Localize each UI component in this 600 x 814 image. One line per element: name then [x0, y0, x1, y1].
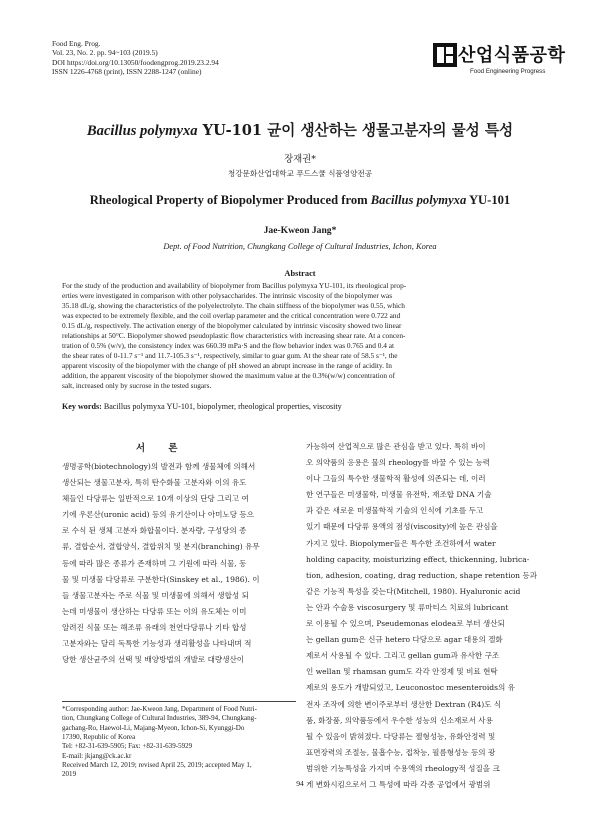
korean-title [0, 119, 600, 140]
body-line: 등에 따라 많은 종류가 존재하며 그 기원에 따라 식물, 동 [62, 558, 247, 568]
journal-doi: DOI https://doi.org/10.13050/foodengprog.2019.23.2.94 [52, 57, 219, 67]
abstract-line: For the study of the production and availability of biopolymer from Bacillus polymyxa YU-101, its rheological prop- [62, 281, 407, 290]
body-line: tion, adhesion, coating, drag reduction, shape retention 등과 [306, 570, 538, 580]
abstract-line: 0.15 dL/g, respectively. The activation energy of the biopolymer calculated by intrinsic viscosity showed two linear [62, 321, 402, 331]
journal-meta [52, 39, 219, 77]
abstract-line: was expected to be extremely flexible, and the coil overlap parameter and the critical concentration were 0.722 and [62, 311, 401, 321]
abstract-line: tration of 0.5% (w/v), the consistency index was 660.39 mPa·S and the flow behavior index was 0.765 and 0.4 at [62, 341, 395, 351]
abstract-heading: Abstract [284, 269, 316, 278]
footnote-line: 2019 [62, 770, 77, 779]
body-line: 는 안과 수술용 viscosurgery 및 류마티스 치료의 lubricant [306, 602, 509, 612]
abstract-line: apparent viscosity of the biopolymer with the change of pH showed an abrupt increase in the range of acidity. In [62, 361, 392, 371]
body-line: 생명공학(biotechnology)의 발전과 함께 생물체에 의해서 [62, 462, 256, 471]
body-line: 품, 화장품, 의약품등에서 우수한 성능의 신소재로서 사용 [306, 715, 493, 725]
keywords-label: Key words: [62, 402, 102, 411]
body-line: 생산되는 생물고분자, 특히 탄수화물 고분자와 이의 유도 [62, 478, 247, 488]
english-title [0, 193, 600, 208]
body-line: 당한 생산균주의 선택 및 배양방법의 개발로 대량생산이 [62, 655, 245, 665]
body-line: 체들인 다당류는 일반적으로 10개 이상의 단당 그리고 여 [62, 494, 249, 504]
abstract-body [62, 281, 538, 392]
body-line: 고분자와는 달리 독특한 기능성과 생리활성을 나타내며 적 [62, 639, 252, 649]
abstract-line: salt, increased only by sucrose in the tested sugars. [62, 381, 212, 391]
body-line: 들 생물고분자는 주로 식물 및 미생물에 의해서 생합성 되 [62, 590, 249, 600]
body-line: 는 gellan gum은 신규 hetero 다당으로 agar 대용의 겔화 [306, 635, 503, 645]
body-line: 한 연구들은 미생물학, 미생물 유전학, 재조합 DNA 기술 [306, 490, 492, 500]
english-title-species: Bacillus polymyxa [370, 193, 467, 207]
body-left-column [62, 459, 296, 668]
body-line: 물 및 미생물 다당류로 구분한다(Sinskey et al., 1986). 이 [62, 574, 260, 584]
abstract-line: relationships at 50°C. Biopolymer showed pseudoplastic flow characteristics with increasing shear rate. At a concen- [62, 331, 406, 341]
body-line: 될 수 있음이 밝혀졌다. 다당류는 젤형성능, 유화안정력 및 [306, 731, 496, 741]
body-line: 오 의약품의 응용은 물의 rheology를 바꿀 수 있는 능력 [306, 458, 490, 468]
footnote-line: Received March 12, 2019; revised April 25, 2019; accepted May 1, [62, 761, 252, 770]
body-line: 기에 우론산(uronic acid) 등의 유기산이나 아미노당 등으 [62, 510, 254, 520]
body-line: 전자 조작에 의한 변이주로부터 생산한 Dextran (R4)도 식 [306, 699, 502, 709]
korean-title-rest: YU-101 균이 생산하는 생물고분자의 물성 특성 [197, 122, 514, 139]
corresponding-author-footnote [62, 705, 298, 780]
footnote-line: tion, Chungkang College of Cultural Industries, 389-94, Chungkang- [62, 714, 257, 723]
journal-volume: Vol. 23, No. 2. pp. 94~103 (2019.5) [52, 48, 158, 58]
body-line: 류, 결합순서, 결합양식, 결합위치 및 분지(branching) 유무 [62, 542, 260, 552]
body-line: 표면장력의 조절능, 물흡수능, 접착능, 필름형성능 등의 광 [306, 747, 496, 757]
body-line: 알려진 식물 또는 해조류 유래의 천연다당류나 기타 합성 [62, 622, 247, 632]
body-line: holding capacity, moisturizing effect, thickenning, lubrica- [306, 554, 530, 564]
logo-korean-text: 산업식품공학 [458, 45, 566, 66]
body-line: 제로서 사용될 수 있다. 그리고 gellan gum과 유사한 구조 [306, 651, 500, 661]
footnote-line: *Corresponding author: Jae-Kweon Jang, Department of Food Nutri- [62, 705, 257, 713]
body-right-column [306, 439, 540, 793]
korean-author: 장재권* [284, 154, 316, 165]
body-line: 로 이용될 수 있으며, Pseudemonas elodea로 부터 생산되 [306, 619, 505, 629]
english-author: Jae-Kweon Jang* [263, 225, 337, 236]
section-heading-introduction: 서 론 [136, 443, 188, 454]
korean-title-species: Bacillus polymyxa [86, 123, 198, 139]
body-line: 범위한 기능특성을 가지며 수용액의 rheology적 성질을 크 [306, 763, 500, 773]
body-line: 로 수식 된 생체 고분자 화합물이다. 분자량, 구성당의 종 [62, 526, 247, 536]
journal-logo [432, 40, 566, 82]
body-line: 가지고 있다. Biopolymer들은 특수한 조건하에서 water [306, 538, 496, 548]
logo-english-text: Food Engineering Progress [470, 68, 546, 75]
body-line: 제로의 용도가 개발되었고, Leuconostoc mesenteroids의 유 [306, 683, 515, 693]
footnote-line: gachang-Ro, Haewol-Li, Majang-Myeon, Ichon-Si, Kyunggi-Do [62, 723, 245, 732]
page-number: 94 [296, 779, 304, 788]
journal-emblem-icon [432, 42, 458, 68]
english-title-prefix: Rheological Property of Biopolymer Produced from [89, 193, 371, 207]
journal-name: Food Eng. Prog. [52, 39, 101, 48]
body-line: 인 wellan 및 rhamsan gum도 각각 안정제 및 비료 현탁 [306, 667, 498, 677]
body-line: 과 같은 새로운 미생물학적 기술의 인식에 기초를 두고 [306, 506, 484, 516]
body-line: 게 변화시킴으로서 그 특성에 따라 각종 공업에서 광범위 [306, 779, 491, 789]
english-title-suffix: YU-101 [466, 193, 511, 207]
keywords-text: Bacillus polymyxa YU-101, biopolymer, rheological properties, viscosity [101, 402, 342, 411]
abstract-line: 35.18 dL/g, showing the characteristics of the polyelectrolyte. The chain stiffness of the biopolymer was 0.55, which [62, 301, 405, 311]
body-line: 가능하여 산업적으로 많은 관심을 받고 있다. 특히 바이 [306, 442, 486, 451]
abstract-line: addition, the apparent viscosity of the biopolymer showed the maximum value at the 0.3%(w/w) concentration of [62, 371, 396, 381]
footnote-divider [62, 701, 296, 702]
english-affiliation: Dept. of Food Nutrition, Chungkang College of Cultural Industries, Ichon, Korea [163, 242, 437, 251]
body-line: 는데 미생물이 생산하는 다당류 또는 이의 유도체는 이미 [62, 606, 247, 616]
body-line: 이나 그들의 특수한 생물학적 활성에 의존되는 데, 이러 [306, 474, 486, 484]
abstract-line: erties were investigated in comparison with other polysaccharides. The intrinsic viscosity of the biopolymer was [62, 291, 393, 301]
journal-issn: ISSN 1226-4768 (print), ISSN 2288-1247 (online) [52, 67, 202, 77]
body-line: 같은 기능적 특성을 갖는다(Mitchell, 1980). Hyaluronic acid [306, 586, 521, 596]
body-line: 있기 때문에 다당류 용액의 점성(viscosity)에 높은 관심을 [306, 522, 498, 532]
footnote-line: 17390, Republic of Korea [62, 733, 136, 742]
footnote-line: Tel: +82-31-639-5905; Fax: +82-31-639-5929 [62, 742, 193, 751]
keywords [62, 402, 342, 411]
footnote-email[interactable]: E-mail: jkjang@ck.ac.kr [62, 751, 132, 760]
korean-affiliation: 청강문화산업대학교 푸드스쿨 식품영양전공 [227, 169, 373, 178]
abstract-line: the shear rates of 0-11.7 s⁻¹ and 11.7-105.3 s⁻¹, respectively, similar to guar gum. At the shear rate of 58.5 s⁻¹, the [62, 351, 398, 361]
